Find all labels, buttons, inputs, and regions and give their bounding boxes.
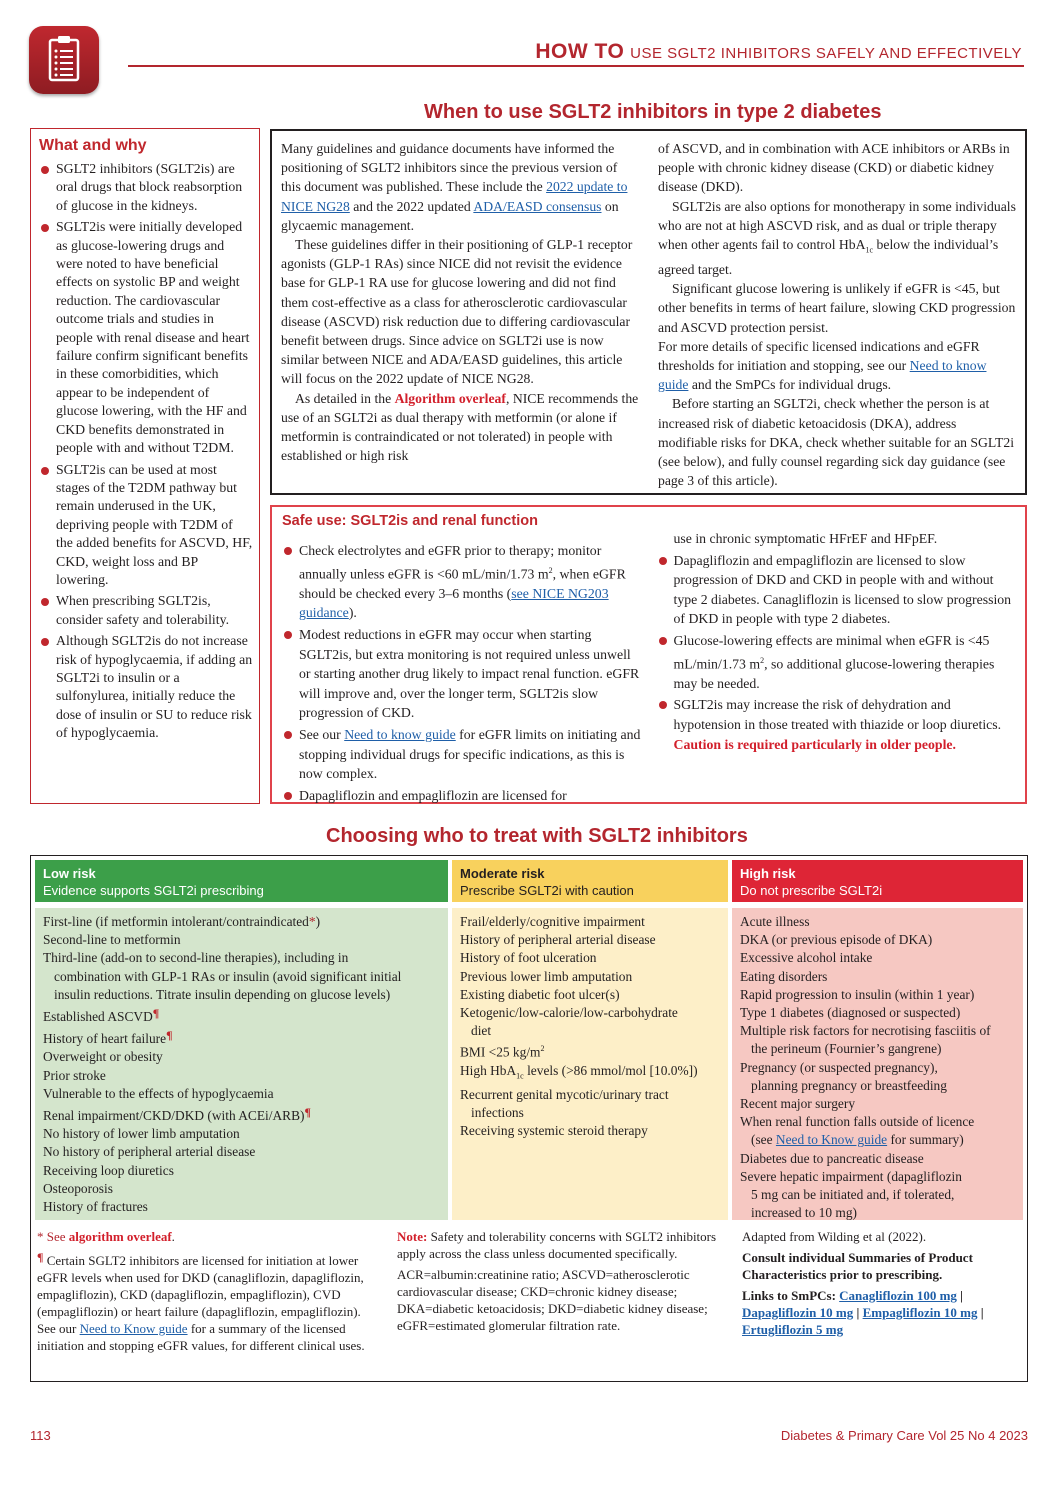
dapagliflozin-link[interactable]: Dapagliflozin 10 mg	[742, 1305, 854, 1320]
high-risk-item: Rapid progression to insulin (within 1 year)	[740, 986, 975, 1002]
moderate-risk-item	[460, 1040, 720, 1062]
safe-use-item-continued: use in chronic symptomatic HFrEF and HFpEF.	[673, 531, 938, 546]
text: Links to SmPCs:	[742, 1288, 840, 1303]
header-rule	[128, 65, 1024, 67]
text: and the SmPCs for individual drugs.	[688, 377, 892, 393]
high-risk-item: When renal function falls outside of licence	[740, 1114, 975, 1130]
footnotes-middle	[397, 1228, 717, 1338]
intro-paragraph: Significant glucose lowering is unlikely if eGFR is <45, but other benefits in terms of heart failure, slowing CKD progression and ASCVD protection persist.	[658, 281, 1016, 335]
intro-box	[270, 129, 1027, 495]
text: , so additional glucose-lowering therapies may be needed.	[673, 656, 995, 691]
text: Renal impairment/CKD/DKD (with ACEi/ARB)	[43, 1108, 305, 1124]
low-risk-item: No history of lower limb amputation	[43, 1126, 240, 1142]
clipboard-icon	[29, 26, 99, 94]
text: on glycaemic management.	[281, 198, 619, 233]
what-and-why-item: Although SGLT2is do not increase risk of hypoglycaemia, if adding an SGLT2i to insulin or a sulfonylurea, initially reduce the dose of insulin or SU to reduce risk of hypoglycaemia.	[39, 632, 253, 742]
low-risk-item: Vulnerable to the effects of hypoglycaemia	[43, 1085, 274, 1101]
footnote-mark: ¶	[37, 1250, 44, 1264]
moderate-risk-item-continued: infections	[471, 1105, 524, 1121]
intro-paragraph: of ASCVD, and in combination with ACE inhibitors or ARBs in people with chronic kidney disease (CKD) or diabetic kidney disease (DKD).	[658, 141, 1010, 195]
low-risk-item	[43, 1004, 440, 1026]
moderate-risk-item: Frail/elderly/cognitive impairment	[460, 914, 645, 929]
subscript: 1c	[516, 1071, 524, 1081]
high-risk-item: Acute illness	[740, 914, 810, 929]
moderate-risk-column	[452, 860, 728, 1139]
moderate-risk-title: Moderate risk	[460, 866, 545, 881]
safe-use-item: Dapagliflozin and empagliflozin are licensed for	[282, 786, 641, 806]
moderate-risk-item	[460, 1062, 720, 1086]
journal-citation: Diabetes & Primary Care Vol 25 No 4 2023	[780, 1428, 1028, 1443]
intro-paragraph	[281, 139, 640, 235]
intro-paragraph	[658, 337, 1017, 395]
text: As detailed in the	[295, 390, 395, 406]
header-title-rest: USE SGLT2 INHIBITORS SAFELY AND EFFECTIVELY	[630, 45, 1022, 62]
header-title	[535, 40, 1022, 64]
text: levels (>86 mmol/mol [10.0%])	[523, 1063, 698, 1079]
adapted-note: Adapted from Wilding et al (2022).	[742, 1229, 927, 1244]
high-risk-item: Excessive alcohol intake	[740, 950, 873, 966]
moderate-risk-subtitle: Prescribe SGLT2i with caution	[460, 883, 634, 898]
ada-easd-link[interactable]: ADA/EASD consensus	[473, 198, 602, 214]
text: See our	[299, 726, 345, 742]
risk-table	[30, 855, 1028, 1382]
low-risk-item-continued: insulin reductions. Titrate insulin depending on glucose levels)	[54, 986, 391, 1002]
low-risk-body	[35, 908, 448, 1220]
low-risk-item: History of fractures	[43, 1199, 148, 1215]
high-risk-item: Eating disorders	[740, 968, 828, 984]
text: First-line (if metformin intolerant/contraindicated	[43, 914, 309, 929]
caution-text: Caution is required particularly in older people.	[673, 736, 956, 752]
text: for eGFR limits on initiating and stopping individual drugs for specific indications, as this is now complex.	[299, 726, 641, 782]
text: * See	[37, 1229, 69, 1244]
superscript: 2	[548, 565, 553, 575]
text: , when eGFR should be checked every 3–6 months (	[299, 566, 626, 601]
algorithm-overleaf-ref: Algorithm overleaf	[394, 390, 506, 406]
low-risk-item: No history of peripheral arterial disease	[43, 1144, 256, 1160]
footnote-para	[37, 1249, 372, 1354]
footnotes-right	[742, 1228, 1022, 1342]
high-risk-item-continued: increased to 10 mg)	[751, 1205, 857, 1221]
intro-paragraph	[281, 389, 640, 466]
moderate-risk-header	[452, 860, 728, 902]
high-risk-item-continued: the perineum (Fournier’s gangrene)	[751, 1041, 942, 1057]
low-risk-item	[43, 913, 440, 931]
moderate-risk-item: Previous lower limb amputation	[460, 968, 633, 984]
what-and-why-title: What and why	[39, 137, 147, 154]
text: Safety and tolerability concerns with SGLT2 inhibitors apply across the class unless documented specifically.	[397, 1229, 717, 1261]
safe-use-item	[282, 725, 641, 784]
need-to-know-link[interactable]: Need to Know guide	[79, 1321, 188, 1336]
logo	[29, 26, 99, 94]
high-risk-column	[732, 860, 1023, 1221]
low-risk-column	[35, 860, 448, 1215]
intro-column-left	[281, 139, 640, 487]
high-risk-item: Diabetes due to pancreatic disease	[740, 1150, 924, 1166]
text: Many guidelines and guidance documents have informed the positioning of SGLT2 inhibitors since the previous version of this document was published. These include the	[281, 141, 618, 195]
intro-paragraph: These guidelines differ in their positioning of GLP-1 receptor agonists (GLP-1 RAs) since NICE did not revisit the evidence base for GLP-1 RA use for glucose lowering and did not find them cost-effective as a class for atherosclerotic cardiovascular disease (ASCVD) risk reduction due to differing cardiovascular benefit between drugs. Since advice on SGLT2i use is now similar between NICE and ADA/EASD guidelines, this article will focus on the 2022 update of NICE NG28.	[281, 237, 633, 387]
ertugliflozin-link[interactable]: Ertugliflozin 5 mg	[742, 1322, 844, 1337]
moderate-risk-item: Ketogenic/low-calorie/low-carbohydrate	[460, 1005, 678, 1021]
high-risk-item: Type 1 diabetes (diagnosed or suspected)	[740, 1005, 961, 1021]
moderate-risk-item: Receiving systemic steroid therapy	[460, 1123, 648, 1139]
low-risk-item: Third-line (add-on to second-line therapies), including in	[43, 950, 349, 966]
high-risk-body	[732, 908, 1023, 1220]
intro-column-right	[658, 139, 1017, 487]
high-risk-item-continued: planning pregnancy or breastfeeding	[751, 1077, 947, 1093]
text: High HbA	[460, 1063, 517, 1079]
intro-paragraph	[658, 197, 1017, 280]
high-risk-subtitle: Do not prescribe SGLT2i	[740, 883, 883, 898]
footnotes-left	[37, 1228, 372, 1358]
footnote-mark: ¶	[152, 1006, 160, 1021]
safe-use-box	[270, 505, 1027, 804]
header-title-lead: HOW TO	[535, 40, 625, 63]
separator: |	[956, 1288, 964, 1303]
need-to-know-link[interactable]: Need to know guide	[344, 726, 456, 742]
low-risk-header	[35, 860, 448, 902]
low-risk-item: Prior stroke	[43, 1067, 106, 1083]
footnote-star	[37, 1228, 372, 1245]
safe-use-item	[657, 631, 1016, 693]
text: and the 2022 updated	[349, 198, 474, 214]
page-number: 113	[30, 1428, 51, 1443]
section-title-when: When to use SGLT2 inhibitors in type 2 diabetes	[424, 101, 882, 123]
safe-use-item	[282, 541, 641, 623]
separator: |	[977, 1305, 984, 1320]
text: (see	[751, 1132, 776, 1148]
text: Established ASCVD	[43, 1009, 153, 1025]
low-risk-item: Receiving loop diuretics	[43, 1162, 174, 1178]
footnote-mark: ¶	[304, 1105, 311, 1120]
section-title-choosing: Choosing who to treat with SGLT2 inhibitors	[326, 825, 748, 847]
safe-use-item: Dapagliflozin and empagliflozin are licensed to slow progression of DKD and CKD in people with and without type 2 diabetes. Canagliflozin is licensed to slow progression of DKD in people with type 2 diabetes.	[657, 551, 1016, 629]
high-risk-item: Recent major surgery	[740, 1096, 856, 1112]
text: Glucose-lowering effects are minimal when eGFR is <45 mL/min/1.73 m	[673, 632, 990, 672]
text: Check electrolytes and eGFR prior to therapy; monitor annually unless eGFR is <60 mL/min/1.73 m	[299, 543, 602, 582]
moderate-risk-item: Existing diabetic foot ulcer(s)	[460, 986, 620, 1002]
canagliflozin-link[interactable]: Canagliflozin 100 mg	[839, 1288, 957, 1303]
moderate-risk-item: Recurrent genital mycotic/urinary tract	[460, 1086, 669, 1102]
low-risk-subtitle: Evidence supports SGLT2i prescribing	[43, 883, 264, 898]
text: Certain SGLT2 inhibitors are licensed for initiation at lower eGFR levels when used for DKD (canagliflozin, dapagliflozin, empagliflozin), CKD (dapagliflozin, empagliflozin), CVD (empagliflozin) or heart failure (dapagliflozin, empagliflozin). See our	[37, 1253, 364, 1336]
what-and-why-item: When prescribing SGLT2is, consider safety and tolerability.	[39, 592, 253, 629]
low-risk-item-continued: combination with GLP-1 RAs or insulin (avoid significant initial	[54, 968, 402, 984]
subscript: 1c	[865, 245, 874, 255]
need-to-know-link[interactable]: Need to Know guide	[775, 1132, 888, 1148]
empagliflozin-link[interactable]: Empagliflozin 10 mg	[862, 1305, 978, 1320]
nice-ng28-link[interactable]: 2022 update to NICE NG28	[281, 179, 628, 214]
moderate-risk-item-continued: diet	[471, 1023, 492, 1039]
abbreviations: ACR=albumin:creatinine ratio; ASCVD=atherosclerotic cardiovascular disease; CKD=chronic kidney disease; DKA=diabetic ketoacidosis; DKD=diabetic kidney disease; eGFR=estimated glomerular filtration rate.	[397, 1267, 708, 1333]
footnote-mark: *	[308, 914, 316, 929]
note-label: Note:	[397, 1229, 428, 1244]
what-and-why-item: SGLT2is can be used at most stages of the T2DM pathway but remain underused in the UK, depriving people with T2DM of the added benefits for ASCVD, HF, CKD, weight loss and BP lowering.	[39, 461, 253, 590]
high-risk-item: Multiple risk factors for necrotising fasciitis of	[740, 1023, 991, 1039]
need-to-know-link[interactable]: Need to know guide	[658, 357, 987, 393]
what-and-why-item: SGLT2 inhibitors (SGLT2is) are oral drugs that block reabsorption of glucose in the kidneys.	[39, 160, 253, 215]
text: BMI <25 kg/m	[460, 1044, 541, 1060]
intro-paragraph: Before starting an SGLT2i, check whether the person is at increased risk of diabetic ketoacidosis (DKA), address modifiable risks for DKA, check whether suitable for an SGLT2i (see below), and fully counsel regarding sick day guidance (see page 3 of this article).	[658, 396, 1015, 489]
low-risk-item	[43, 1103, 440, 1125]
high-risk-item: Severe hepatic impairment (dapagliflozin	[740, 1168, 962, 1184]
moderate-risk-body	[452, 908, 728, 1220]
high-risk-item-continued: 5 mg can be initiated and, if tolerated,	[751, 1187, 955, 1203]
text: SGLT2is are also options for monotherapy in some individuals who are not at high ASCVD risk, and as dual or triple therapy when other agents fail to control HbA	[658, 198, 1016, 253]
consult-note: Consult individual Summaries of Product Characteristics prior to prescribing.	[742, 1250, 973, 1282]
low-risk-title: Low risk	[43, 866, 96, 881]
low-risk-item: Overweight or obesity	[43, 1049, 163, 1065]
text: for a summary of the licensed initiation and stopping eGFR values, for different clinical uses.	[37, 1321, 365, 1353]
safe-use-item	[657, 695, 1016, 754]
text: SGLT2is may increase the risk of dehydration and hypotension in those treated with thiazide or loop diuretics.	[673, 697, 1002, 732]
note	[397, 1228, 717, 1262]
safe-use-column-left	[282, 541, 641, 807]
moderate-risk-item: History of foot ulceration	[460, 950, 597, 966]
high-risk-title: High risk	[740, 866, 796, 881]
footnote-mark: ¶	[166, 1028, 173, 1043]
text: below the individual’s agreed target.	[658, 237, 999, 277]
algorithm-overleaf-ref: algorithm overleaf	[68, 1229, 172, 1244]
moderate-risk-item: History of peripheral arterial disease	[460, 932, 656, 948]
text: For more details of specific licensed indications and eGFR thresholds for initiation and stopping, see our	[658, 338, 980, 373]
safe-use-column-right	[657, 529, 1016, 807]
superscript: 2	[760, 655, 765, 665]
text: History of heart failure	[43, 1031, 167, 1047]
safe-use-item: Modest reductions in eGFR may occur when starting SGLT2is, but extra monitoring is not required unless unwell or starting another drug likely to impact renal function. eGFR will improve and, over the longer term, SGLT2is slow progression of CKD.	[282, 625, 641, 723]
smpc-links	[742, 1287, 1022, 1338]
superscript: 2	[540, 1044, 545, 1054]
separator: |	[853, 1305, 863, 1320]
text: for summary)	[887, 1132, 964, 1148]
nice-ng203-link[interactable]: see NICE NG203 guidance	[299, 585, 609, 621]
text: .	[171, 1229, 175, 1244]
low-risk-item	[43, 1026, 440, 1048]
text: )	[315, 914, 321, 929]
low-risk-item: Osteoporosis	[43, 1180, 113, 1196]
high-risk-item: DKA (or previous episode of DKA)	[740, 932, 933, 948]
what-and-why-item: SGLT2is were initially developed as glucose-lowering drugs and were noted to have beneficial effects on systolic BP and weight reduction. The cardiovascular outcome trials and studies in people with renal disease and heart failure confirm significant benefits in these comorbidities, which appear to be independent of glucose lowering, with the HF and CKD benefits demonstrated in people with and without T2DM.	[39, 218, 253, 457]
high-risk-header	[732, 860, 1023, 902]
low-risk-item: Second-line to metformin	[43, 932, 181, 948]
high-risk-item: Pregnancy (or suspected pregnancy),	[740, 1059, 938, 1075]
text: ).	[348, 605, 357, 621]
text: , NICE recommends the use of an SGLT2i as dual therapy with metformin (or alone if metformin is contraindicated or not tolerated) in people with established or high risk	[281, 390, 639, 464]
what-and-why-box	[30, 128, 260, 804]
high-risk-item-continued	[740, 1131, 1015, 1149]
safe-use-title: Safe use: SGLT2is and renal function	[282, 513, 538, 529]
